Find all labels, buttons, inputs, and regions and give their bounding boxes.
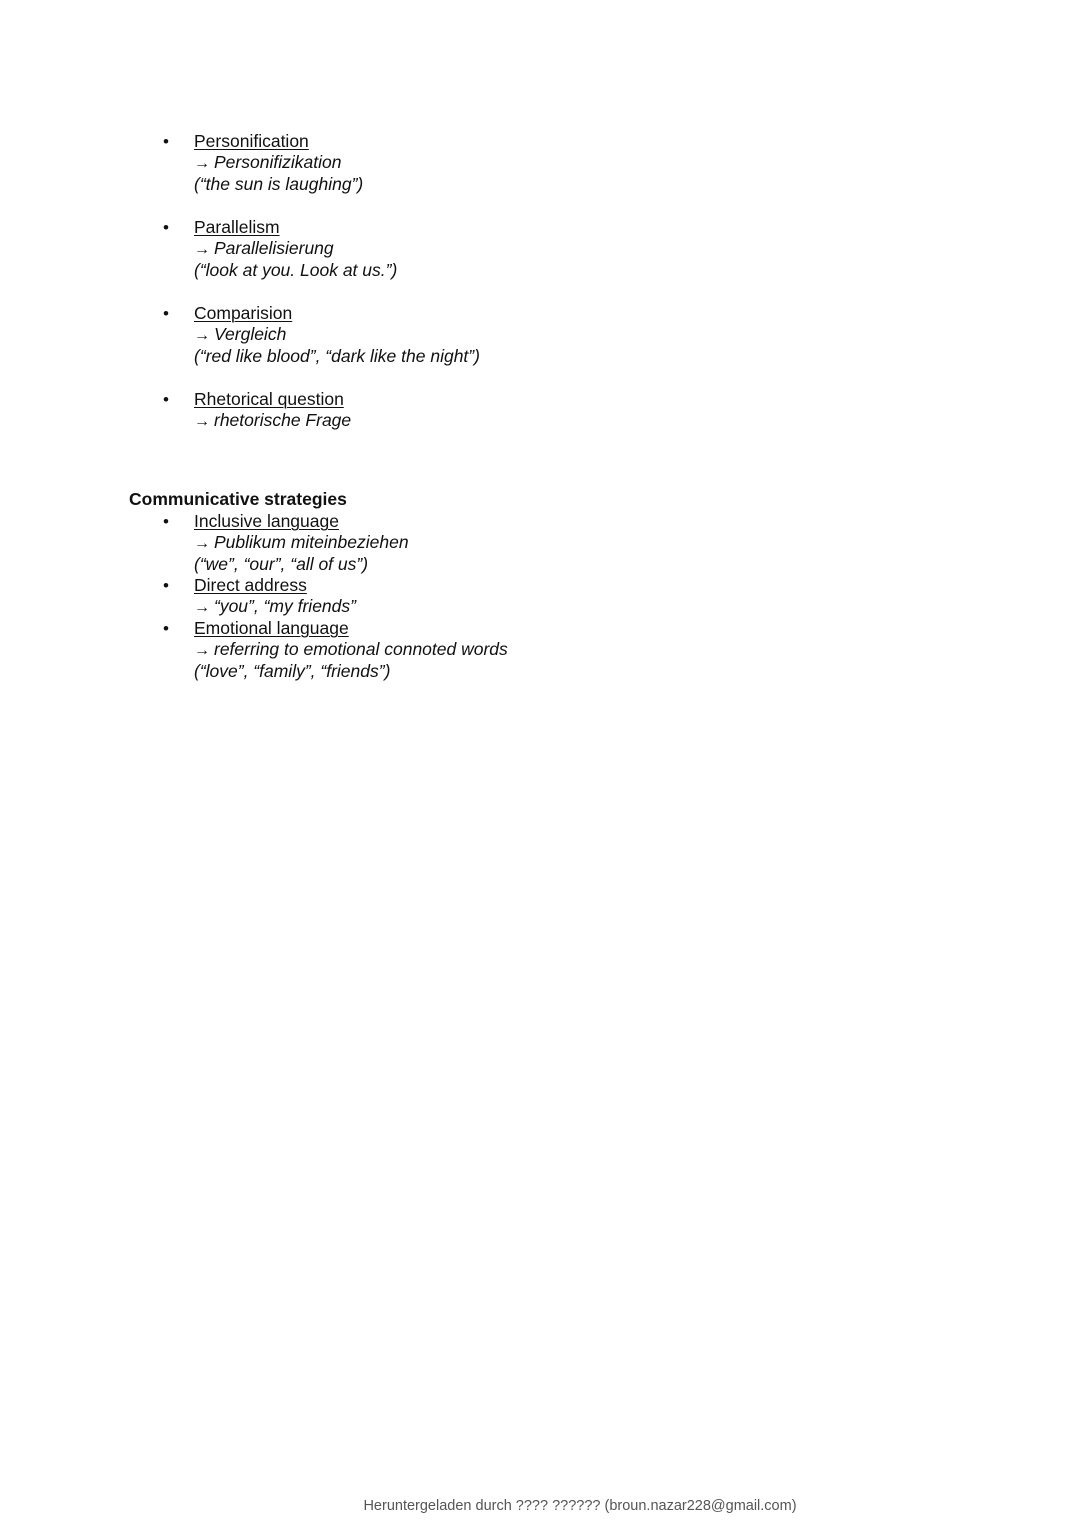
right-arrow-icon: → [194, 642, 210, 659]
example: (“love”, “family”, “friends”) [194, 661, 391, 681]
strategies-list [0, 511, 508, 682]
translation: → Publikum miteinbeziehen [194, 532, 409, 552]
term: Inclusive language [194, 511, 339, 531]
right-arrow-icon: → [194, 413, 210, 430]
term: Parallelism [194, 217, 280, 237]
term: Comparision [194, 303, 293, 323]
example: (“we”, “our”, “all of us”) [194, 554, 369, 574]
right-arrow-icon: → [194, 155, 210, 172]
bullet-icon: • [163, 132, 169, 151]
example: (“red like blood”, “dark like the night”) [194, 346, 480, 366]
translation: → rhetorische Frage [194, 410, 352, 430]
bullet-icon: • [163, 512, 169, 531]
example: (“the sun is laughing”) [194, 174, 364, 194]
bullet-icon: • [163, 304, 169, 323]
right-arrow-icon: → [194, 241, 210, 258]
list-item-direct-address [0, 575, 508, 618]
download-footer: Heruntergeladen durch ???? ?????? (broun.nazar228@gmail.com) [363, 1498, 797, 1514]
bullet-icon: • [163, 218, 169, 237]
translation: → Personifizikation [194, 152, 342, 172]
bullet-icon: • [163, 619, 169, 638]
term: Rhetorical question [194, 389, 344, 409]
example: (“look at you. Look at us.”) [194, 260, 398, 280]
devices-list [0, 131, 480, 432]
term: Direct address [194, 575, 307, 595]
section-heading: Communicative strategies [129, 489, 347, 509]
translation: → Parallelisierung [194, 238, 334, 258]
bullet-icon: • [163, 576, 169, 595]
list-item-parallelism [0, 217, 480, 281]
list-item-comparision [0, 303, 480, 367]
translation: → “you”, “my friends” [194, 596, 356, 616]
bullet-icon: • [163, 390, 169, 409]
translation: → referring to emotional connoted words [194, 639, 508, 659]
term: Emotional language [194, 618, 349, 638]
list-item-personification [0, 131, 480, 195]
list-item-inclusive-language [0, 511, 508, 575]
list-item-rhetorical-question [0, 389, 480, 432]
right-arrow-icon: → [194, 535, 210, 552]
translation: → Vergleich [194, 324, 287, 344]
right-arrow-icon: → [194, 327, 210, 344]
list-item-emotional-language [0, 618, 508, 682]
right-arrow-icon: → [194, 599, 210, 616]
term: Personification [194, 131, 309, 151]
